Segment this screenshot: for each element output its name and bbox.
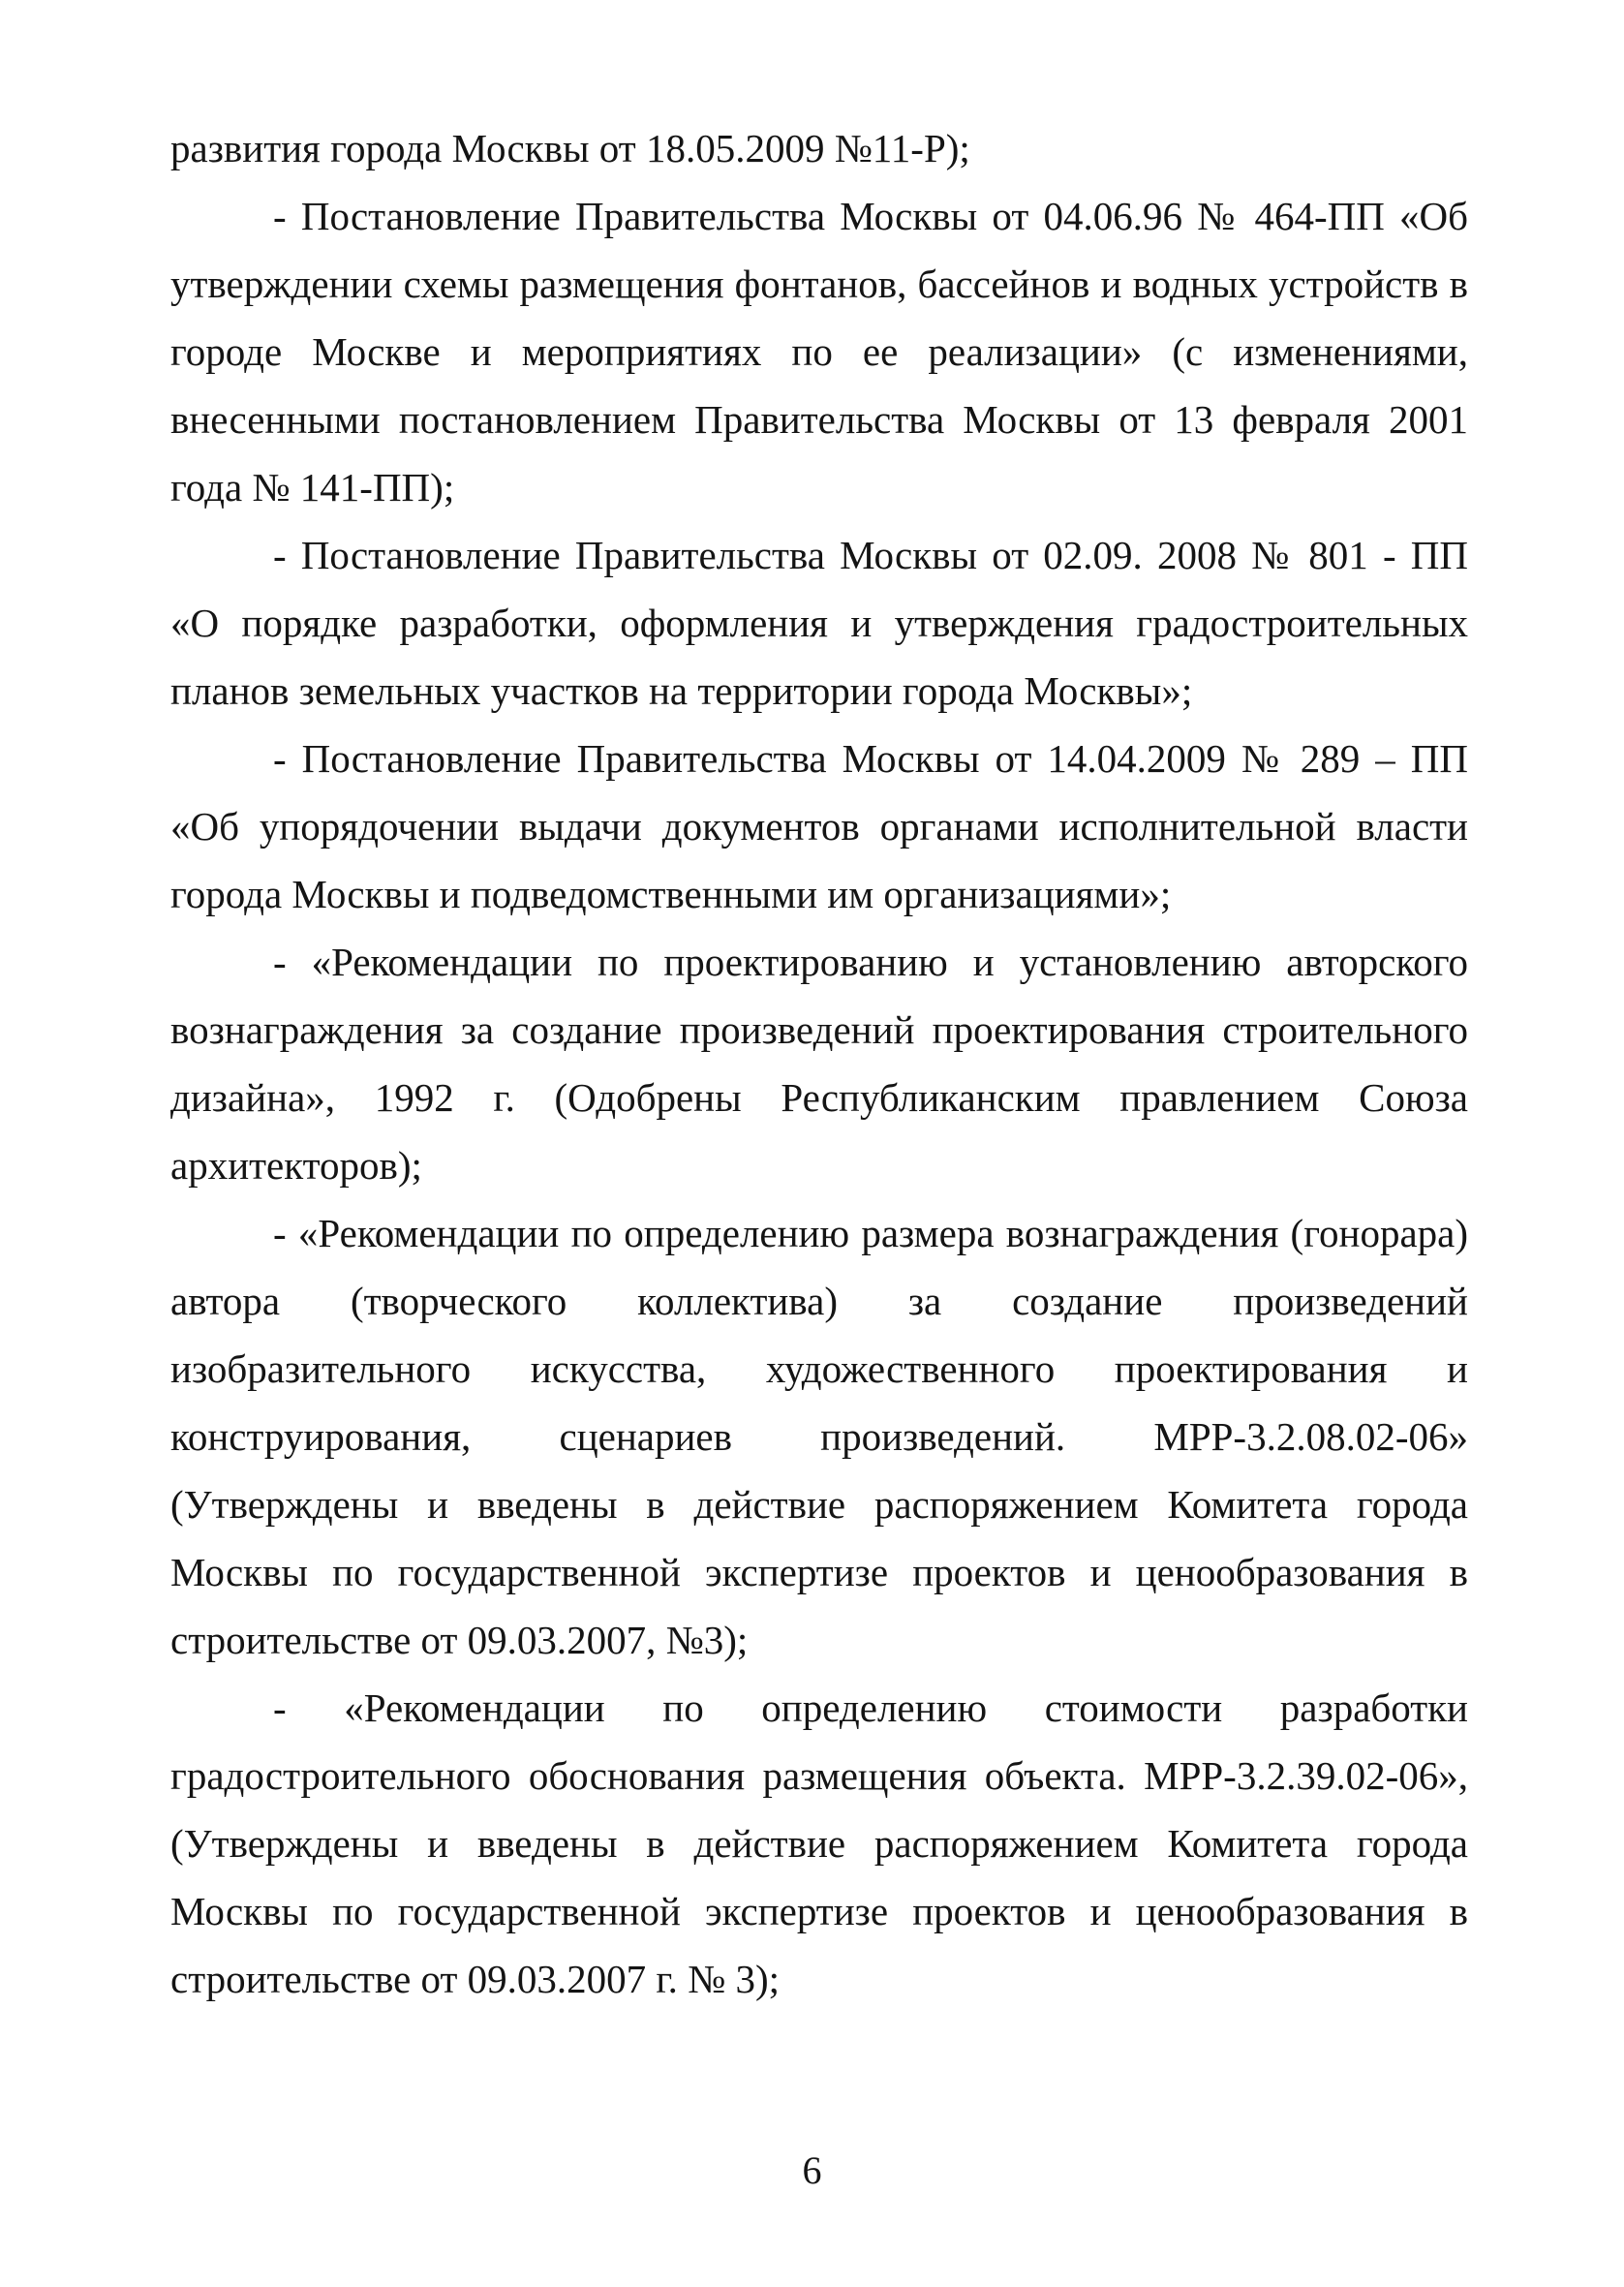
paragraph-resolution-464: - Постановление Правительства Москвы от 04.06.96 № 464-ПП «Об утверждении схемы размещения фонтанов, бассейнов и водных устройств в городе Москве и мероприятиях по ее реализации» (с изменениями, внесенными постановлением Правительства Москвы от 13 февраля 2001 года № 141-ПП); [170,194,1468,510]
page-number: 6 [802,2148,822,2192]
paragraph-recommendations-fee: - «Рекомендации по определению размера вознаграждения (гонорара) автора (творческого коллектива) за создание произведений изобразительного искусства, художественного проектирования и конструирования, сценариев произведений. МРР-3.2.08.02-06» (Утверждены и введены в действие распоряжением Комитета города Москвы по государственной экспертизе проектов и ценообразования в строительстве от 09.03.2007, №3); [170,1211,1468,1662]
paragraph-resolution-801: - Постановление Правительства Москвы от 02.09. 2008 № 801 - ПП «О порядке разработки, оформления и утверждения градостроительных планов земельных участков на территории города Москвы»; [170,533,1468,713]
paragraph-resolution-289: - Постановление Правительства Москвы от 14.04.2009 № 289 – ПП «Об упорядочении выдачи документов органами исполнительной власти города Москвы и подведомственными им организациями»; [170,736,1468,916]
paragraph-recommendations-design: - «Рекомендации по проектированию и установлению авторского вознаграждения за создание произведений проектирования строительного дизайна», 1992 г. (Одобрены Республиканским правлением Союза архитекторов); [170,940,1468,1188]
document-body [170,114,1468,2013]
paragraph-recommendations-cost: - «Рекомендации по определению стоимости разработки градостроительного обоснования размещения объекта. МРР-3.2.39.02-06», (Утверждены и введены в действие распоряжением Комитета города Москвы по государственной экспертизе проектов и ценообразования в строительстве от 09.03.2007 г. № 3); [170,1685,1468,2001]
paragraph-continuation: развития города Москвы от 18.05.2009 №11-Р); [170,126,970,170]
